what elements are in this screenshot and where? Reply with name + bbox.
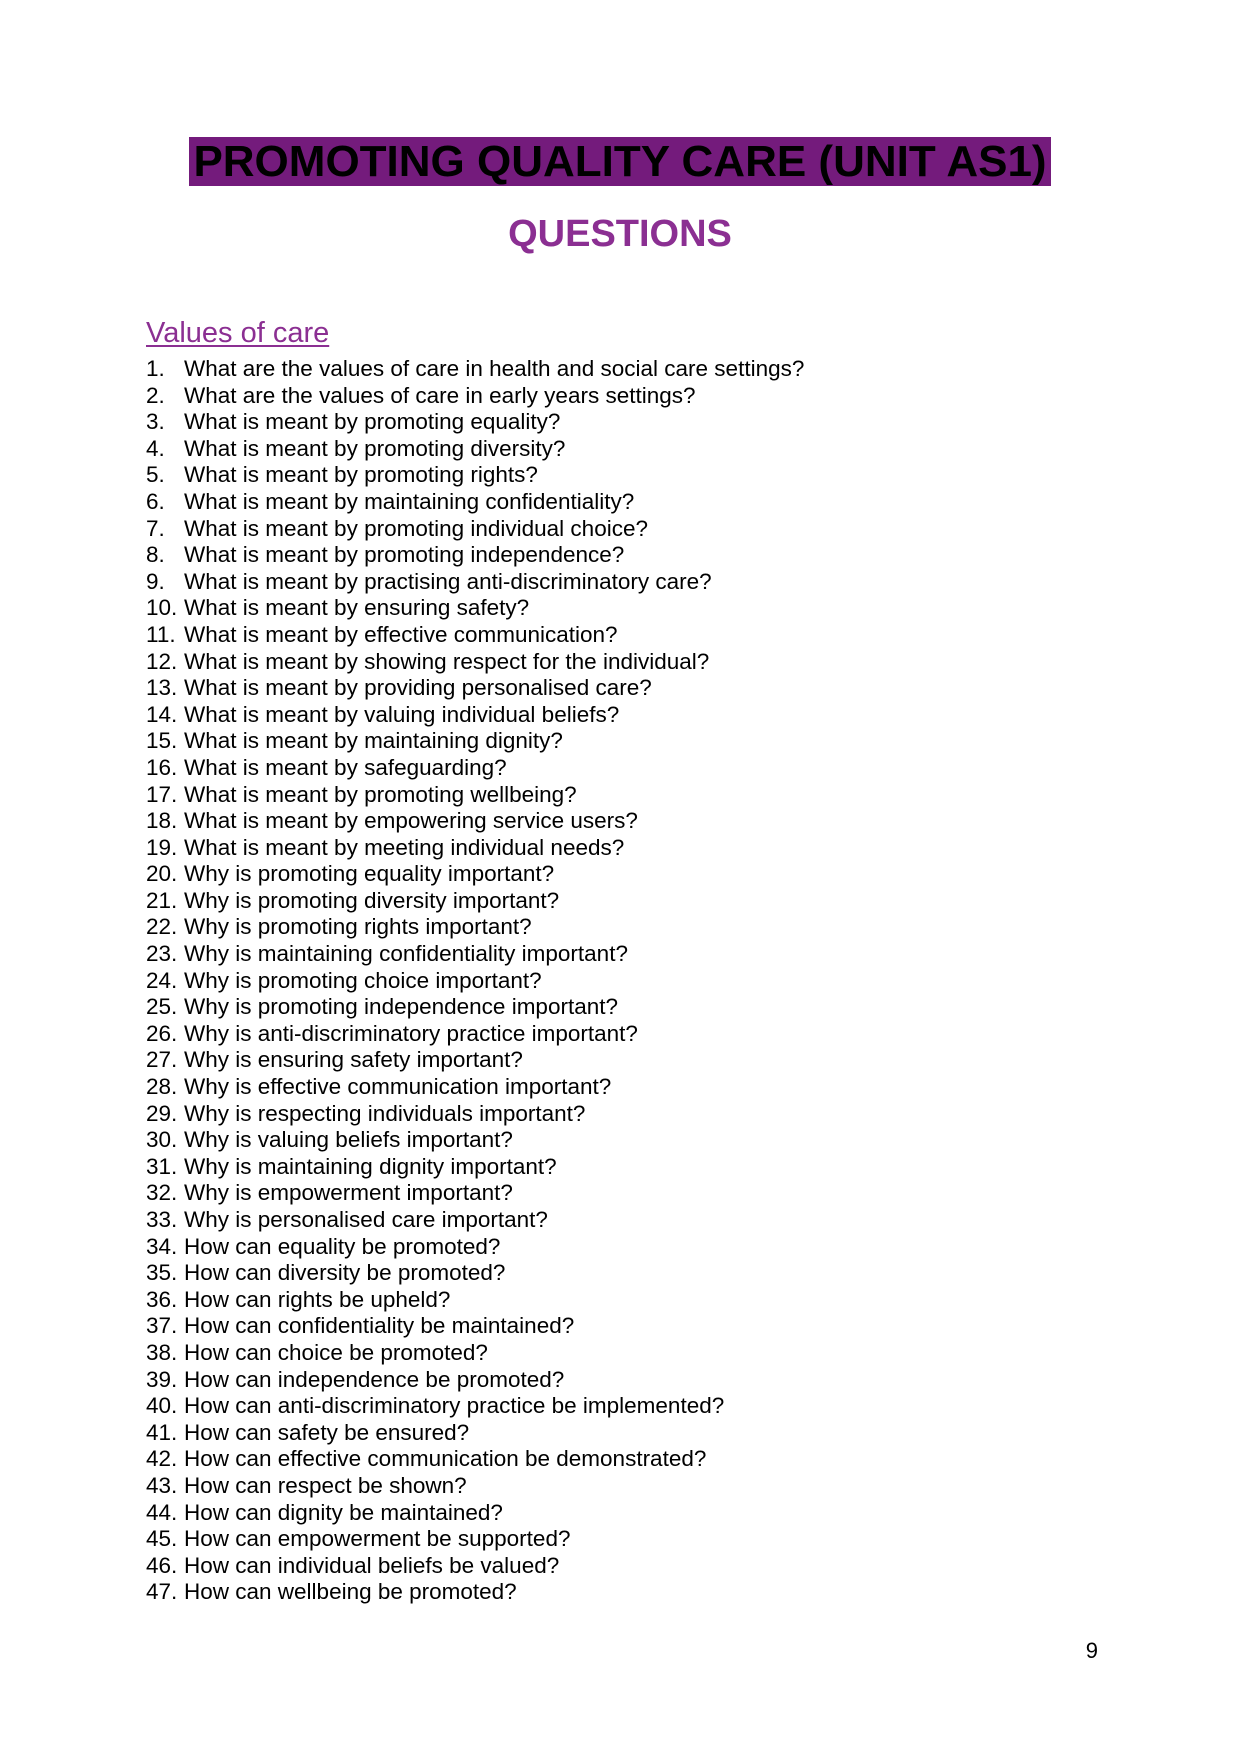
- question-number: 28.: [146, 1074, 178, 1100]
- question-number: 26.: [146, 1020, 178, 1046]
- list-item: [146, 1446, 804, 1473]
- question-text: Why is personalised care important?: [184, 1207, 548, 1232]
- list-item: [146, 1021, 804, 1048]
- list-item: [146, 1074, 804, 1101]
- question-number: 1.: [146, 356, 165, 381]
- page-number: 9: [1085, 1638, 1098, 1663]
- question-text: Why is promoting equality important?: [184, 861, 555, 887]
- question-number: 13.: [146, 675, 178, 701]
- list-item: [146, 808, 804, 835]
- question-text: What is meant by meeting individual needs?: [184, 834, 625, 860]
- list-item: [146, 702, 804, 729]
- question-number: 18.: [146, 808, 178, 834]
- question-number: 25.: [146, 994, 178, 1020]
- question-number: 45.: [146, 1526, 178, 1552]
- list-item: [146, 649, 804, 676]
- question-number: 42.: [146, 1446, 178, 1472]
- question-number: 2.: [146, 382, 165, 408]
- question-number: 22.: [146, 914, 178, 940]
- list-item: [146, 569, 804, 596]
- question-number: 31.: [146, 1153, 178, 1179]
- question-number: 6.: [146, 488, 165, 514]
- question-number: 36.: [146, 1286, 178, 1312]
- section-heading-values-of-care: Values of care: [146, 317, 330, 349]
- question-number: 7.: [146, 515, 165, 541]
- list-item: [146, 1180, 804, 1207]
- question-number: 16.: [146, 754, 178, 780]
- question-text: How can individual beliefs be valued?: [184, 1552, 560, 1578]
- question-text: Why is promoting rights important?: [184, 914, 532, 940]
- list-item: [146, 516, 804, 543]
- question-text: Why is promoting independence important?: [184, 994, 618, 1020]
- list-item: [146, 888, 804, 915]
- question-text: Why is promoting diversity important?: [184, 887, 560, 913]
- question-number: 33.: [146, 1207, 178, 1232]
- question-text: What is meant by safeguarding?: [184, 754, 507, 780]
- question-text: What is meant by effective communication?: [184, 621, 618, 647]
- question-text: What is meant by promoting diversity?: [184, 435, 566, 461]
- list-item: [146, 835, 804, 862]
- question-number: 35.: [146, 1260, 178, 1286]
- question-text: Why is maintaining dignity important?: [184, 1153, 557, 1179]
- question-text: What are the values of care in early years settings?: [184, 382, 696, 408]
- question-text: Why is valuing beliefs important?: [184, 1127, 513, 1153]
- list-item: [146, 383, 804, 410]
- list-item: [146, 1393, 804, 1420]
- list-item: [146, 1579, 804, 1606]
- question-number: 32.: [146, 1180, 178, 1206]
- list-item: [146, 1500, 804, 1527]
- question-text: How can dignity be maintained?: [184, 1499, 503, 1525]
- question-number: 40.: [146, 1393, 178, 1419]
- question-number: 37.: [146, 1313, 178, 1339]
- question-number: 43.: [146, 1472, 178, 1498]
- question-text: Why is effective communication important?: [184, 1074, 612, 1100]
- list-item: [146, 1526, 804, 1553]
- list-item: [146, 1553, 804, 1580]
- list-item: [146, 728, 804, 755]
- question-number: 41.: [146, 1419, 178, 1445]
- list-item: [146, 542, 804, 569]
- question-text: What is meant by promoting rights?: [184, 462, 538, 488]
- question-number: 34.: [146, 1233, 178, 1259]
- list-item: [146, 861, 804, 888]
- question-text: Why is anti-discriminatory practice important?: [184, 1020, 638, 1046]
- question-number: 9.: [146, 568, 165, 594]
- question-text: How can confidentiality be maintained?: [184, 1313, 575, 1339]
- list-item: [146, 1473, 804, 1500]
- list-item: [146, 755, 804, 782]
- list-item: [146, 1260, 804, 1287]
- question-number: 8.: [146, 542, 165, 568]
- question-text: Why is respecting individuals important?: [184, 1100, 586, 1126]
- question-number: 23.: [146, 941, 178, 967]
- list-item: [146, 436, 804, 463]
- list-item: [146, 782, 804, 809]
- question-list: [146, 356, 804, 1606]
- question-text: How can equality be promoted?: [184, 1233, 501, 1259]
- list-item: [146, 356, 804, 383]
- question-number: 44.: [146, 1499, 178, 1525]
- question-text: What is meant by providing personalised care?: [184, 675, 652, 701]
- page-subtitle: QUESTIONS: [508, 213, 732, 255]
- question-text: How can respect be shown?: [184, 1472, 467, 1498]
- question-number: 24.: [146, 967, 178, 993]
- question-number: 19.: [146, 834, 178, 860]
- list-item: [146, 1127, 804, 1154]
- list-item: [146, 489, 804, 516]
- question-text: How can independence be promoted?: [184, 1366, 565, 1392]
- list-item: [146, 675, 804, 702]
- list-item: [146, 1207, 804, 1234]
- list-item: [146, 409, 804, 436]
- question-number: 3.: [146, 409, 165, 435]
- question-number: 5.: [146, 462, 165, 488]
- question-text: How can anti-discriminatory practice be implemented?: [184, 1393, 725, 1419]
- question-number: 47.: [146, 1579, 178, 1605]
- question-text: How can safety be ensured?: [184, 1419, 470, 1445]
- question-text: What is meant by maintaining confidentiality?: [184, 488, 635, 514]
- question-number: 10.: [146, 595, 178, 621]
- page-title: [0, 136, 1240, 188]
- question-text: How can effective communication be demonstrated?: [184, 1446, 707, 1472]
- question-number: 27.: [146, 1047, 178, 1073]
- question-number: 14.: [146, 701, 178, 727]
- question-text: What is meant by empowering service users?: [184, 808, 638, 834]
- question-text: What is meant by valuing individual beliefs?: [184, 701, 620, 727]
- list-item: [146, 1047, 804, 1074]
- question-text: How can choice be promoted?: [184, 1339, 488, 1365]
- question-number: 12.: [146, 648, 178, 674]
- question-number: 29.: [146, 1100, 178, 1126]
- list-item: [146, 941, 804, 968]
- question-text: What is meant by maintaining dignity?: [184, 728, 563, 754]
- question-text: What is meant by ensuring safety?: [184, 595, 530, 621]
- question-text: Why is promoting choice important?: [184, 967, 542, 993]
- question-text: What is meant by promoting independence?: [184, 542, 625, 568]
- question-text: Why is maintaining confidentiality important?: [184, 941, 628, 967]
- question-text: How can wellbeing be promoted?: [184, 1579, 517, 1605]
- question-text: How can diversity be promoted?: [184, 1260, 506, 1286]
- question-number: 11.: [146, 621, 176, 647]
- list-item: [146, 1420, 804, 1447]
- question-text: Why is ensuring safety important?: [184, 1047, 523, 1073]
- question-number: 39.: [146, 1366, 178, 1392]
- question-number: 30.: [146, 1127, 178, 1153]
- list-item: [146, 968, 804, 995]
- question-text: What are the values of care in health and social care settings?: [184, 356, 805, 381]
- list-item: [146, 462, 804, 489]
- list-item: [146, 1340, 804, 1367]
- question-text: Why is empowerment important?: [184, 1180, 513, 1206]
- list-item: [146, 1101, 804, 1128]
- list-item: [146, 622, 804, 649]
- list-item: [146, 1154, 804, 1181]
- list-item: [146, 595, 804, 622]
- question-text: What is meant by promoting wellbeing?: [184, 781, 577, 807]
- list-item: [146, 914, 804, 941]
- question-number: 46.: [146, 1552, 178, 1578]
- page-title-text: PROMOTING QUALITY CARE (UNIT AS1): [189, 137, 1050, 186]
- question-number: 20.: [146, 861, 178, 887]
- question-text: How can empowerment be supported?: [184, 1526, 571, 1552]
- question-number: 21.: [146, 887, 178, 913]
- question-text: What is meant by practising anti-discriminatory care?: [184, 568, 712, 594]
- question-text: What is meant by promoting individual choice?: [184, 515, 648, 541]
- list-item: [146, 1313, 804, 1340]
- question-text: How can rights be upheld?: [184, 1286, 451, 1312]
- question-text: What is meant by showing respect for the individual?: [184, 648, 710, 674]
- list-item: [146, 1287, 804, 1314]
- list-item: [146, 1234, 804, 1261]
- question-number: 38.: [146, 1339, 178, 1365]
- list-item: [146, 1367, 804, 1394]
- question-number: 4.: [146, 435, 165, 461]
- question-number: 17.: [146, 781, 178, 807]
- list-item: [146, 994, 804, 1021]
- question-text: What is meant by promoting equality?: [184, 409, 561, 435]
- question-number: 15.: [146, 728, 178, 754]
